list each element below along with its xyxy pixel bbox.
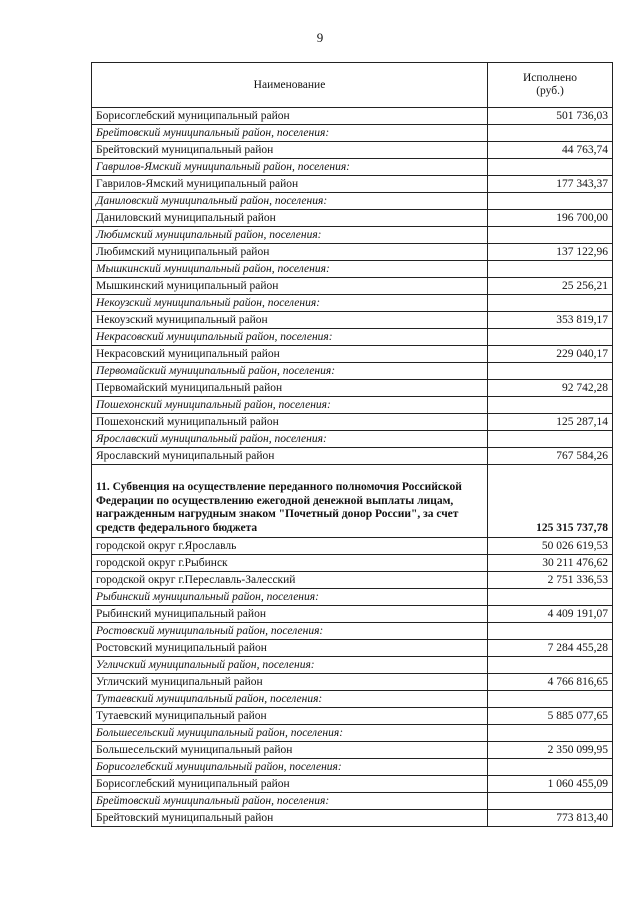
table-row <box>92 278 613 295</box>
table-row <box>92 538 613 555</box>
row-name: Рыбинский муниципальный район, поселения: <box>92 589 488 606</box>
subheading-row <box>92 363 613 380</box>
row-value: 7 284 455,28 <box>488 640 613 657</box>
row-value <box>488 159 613 176</box>
row-name: Ярославский муниципальный район, поселения: <box>92 431 488 448</box>
header-executed-unit: (руб.) <box>536 85 564 97</box>
row-name: Мышкинский муниципальный район, поселения: <box>92 261 488 278</box>
subheading-row <box>92 589 613 606</box>
budget-table <box>91 62 613 827</box>
row-name: Борисоглебский муниципальный район <box>92 108 488 125</box>
row-name: Ростовский муниципальный район <box>92 640 488 657</box>
table-row <box>92 810 613 827</box>
table-row <box>92 244 613 261</box>
row-name: Ярославский муниципальный район <box>92 448 488 465</box>
table-row <box>92 674 613 691</box>
row-value <box>488 125 613 142</box>
row-value: 2 350 099,95 <box>488 742 613 759</box>
row-value: 4 766 816,65 <box>488 674 613 691</box>
row-value: 5 885 077,65 <box>488 708 613 725</box>
row-value: 177 343,37 <box>488 176 613 193</box>
row-value: 229 040,17 <box>488 346 613 363</box>
row-name: Большесельский муниципальный район, поселения: <box>92 725 488 742</box>
table-row <box>92 742 613 759</box>
table-row <box>92 708 613 725</box>
row-value <box>488 329 613 346</box>
table-row <box>92 414 613 431</box>
row-name: Ростовский муниципальный район, поселения: <box>92 623 488 640</box>
page-number: 9 <box>316 30 324 45</box>
subheading-row <box>92 227 613 244</box>
row-name: Брейтовский муниципальный район, поселения: <box>92 793 488 810</box>
table-row <box>92 572 613 589</box>
row-name: Гаврилов-Ямский муниципальный район <box>92 176 488 193</box>
table-body-upper <box>92 108 613 465</box>
subheading-row <box>92 125 613 142</box>
row-value: 196 700,00 <box>488 210 613 227</box>
subheading-row <box>92 793 613 810</box>
subheading-row <box>92 329 613 346</box>
subheading-row <box>92 691 613 708</box>
table-row <box>92 346 613 363</box>
row-value: 137 122,96 <box>488 244 613 261</box>
row-name: Некрасовский муниципальный район, поселения: <box>92 329 488 346</box>
subheading-row <box>92 657 613 674</box>
row-name: Некрасовский муниципальный район <box>92 346 488 363</box>
row-name: Борисоглебский муниципальный район, поселения: <box>92 759 488 776</box>
row-name: Любимский муниципальный район <box>92 244 488 261</box>
row-value <box>488 193 613 210</box>
row-value: 25 256,21 <box>488 278 613 295</box>
row-name: Большесельский муниципальный район <box>92 742 488 759</box>
row-value: 125 287,14 <box>488 414 613 431</box>
table-row <box>92 380 613 397</box>
row-value <box>488 759 613 776</box>
subheading-row <box>92 397 613 414</box>
row-value: 773 813,40 <box>488 810 613 827</box>
table-row <box>92 555 613 572</box>
row-value: 501 736,03 <box>488 108 613 125</box>
row-value: 2 751 336,53 <box>488 572 613 589</box>
row-name: Первомайский муниципальный район <box>92 380 488 397</box>
row-value <box>488 431 613 448</box>
row-value <box>488 363 613 380</box>
subheading-row <box>92 725 613 742</box>
row-value: 767 584,26 <box>488 448 613 465</box>
table-row <box>92 176 613 193</box>
row-value <box>488 691 613 708</box>
subheading-row <box>92 261 613 278</box>
table-row <box>92 210 613 227</box>
row-value <box>488 793 613 810</box>
subheading-row <box>92 295 613 312</box>
row-name: Даниловский муниципальный район, поселения: <box>92 193 488 210</box>
row-value <box>488 725 613 742</box>
table-row <box>92 312 613 329</box>
row-value <box>488 397 613 414</box>
row-name: Угличский муниципальный район, поселения: <box>92 657 488 674</box>
table-row <box>92 606 613 623</box>
row-name: Тутаевский муниципальный район <box>92 708 488 725</box>
table-row <box>92 776 613 793</box>
row-value: 30 211 476,62 <box>488 555 613 572</box>
row-name: городской округ г.Рыбинск <box>92 555 488 572</box>
table-header-row <box>92 63 613 108</box>
row-value <box>488 657 613 674</box>
section-11-title: 11. Субвенция на осуществление переданного полномочия Российской Федерации по осуществлению ежегодной денежной выплаты лицам, награжденным нагрудным знаком "Почетный донор России", за счет средств федерального бюджета <box>92 465 488 538</box>
row-name: Первомайский муниципальный район, поселения: <box>92 363 488 380</box>
row-name: Брейтовский муниципальный район, поселения: <box>92 125 488 142</box>
subheading-row <box>92 193 613 210</box>
row-value: 353 819,17 <box>488 312 613 329</box>
row-name: Пошехонский муниципальный район, поселения: <box>92 397 488 414</box>
row-name: Брейтовский муниципальный район <box>92 810 488 827</box>
row-name: Даниловский муниципальный район <box>92 210 488 227</box>
row-value: 92 742,28 <box>488 380 613 397</box>
row-value <box>488 623 613 640</box>
row-name: городской округ г.Переславль-Залесский <box>92 572 488 589</box>
table-row <box>92 142 613 159</box>
row-value: 4 409 191,07 <box>488 606 613 623</box>
row-value <box>488 261 613 278</box>
row-value <box>488 295 613 312</box>
row-name: городской округ г.Ярославль <box>92 538 488 555</box>
header-executed <box>488 63 613 108</box>
row-value <box>488 227 613 244</box>
subheading-row <box>92 159 613 176</box>
row-value: 44 763,74 <box>488 142 613 159</box>
section-11-total: 125 315 737,78 <box>488 465 613 538</box>
row-name: Угличский муниципальный район <box>92 674 488 691</box>
subheading-row <box>92 759 613 776</box>
subheading-row <box>92 431 613 448</box>
row-value <box>488 589 613 606</box>
row-name: Некоузский муниципальный район, поселения: <box>92 295 488 312</box>
row-name: Мышкинский муниципальный район <box>92 278 488 295</box>
row-value: 1 060 455,09 <box>488 776 613 793</box>
header-executed-label: Исполнено <box>522 72 578 84</box>
header-name: Наименование <box>92 63 488 108</box>
row-name: Пошехонский муниципальный район <box>92 414 488 431</box>
table-body-lower <box>92 538 613 827</box>
table-row <box>92 448 613 465</box>
row-value: 50 026 619,53 <box>488 538 613 555</box>
table-row <box>92 640 613 657</box>
section-11-row <box>92 465 613 538</box>
row-name: Гаврилов-Ямский муниципальный район, поселения: <box>92 159 488 176</box>
row-name: Некоузский муниципальный район <box>92 312 488 329</box>
row-name: Тутаевский муниципальный район, поселения: <box>92 691 488 708</box>
row-name: Брейтовский муниципальный район <box>92 142 488 159</box>
table-row <box>92 108 613 125</box>
table-body-section <box>92 465 613 538</box>
row-name: Рыбинский муниципальный район <box>92 606 488 623</box>
subheading-row <box>92 623 613 640</box>
row-name: Борисоглебский муниципальный район <box>92 776 488 793</box>
row-name: Любимский муниципальный район, поселения: <box>92 227 488 244</box>
